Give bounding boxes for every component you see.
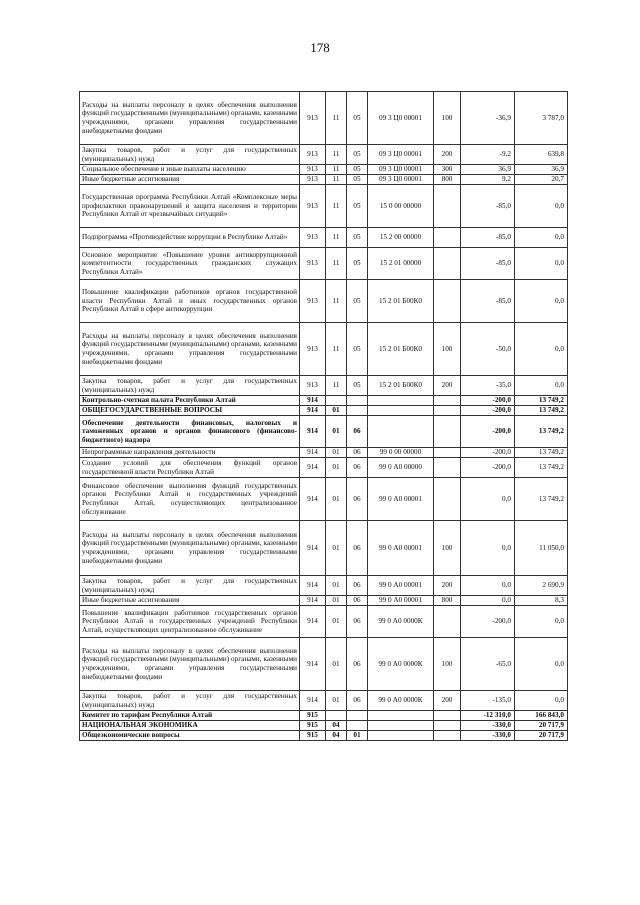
row-target-code: 09 3 Ц0 00001 bbox=[368, 92, 434, 145]
row-change-amount: -85,0 bbox=[461, 280, 515, 323]
row-name: Закупка товаров, работ и услуг для государственных (муниципальных) нужд bbox=[80, 376, 300, 396]
row-target-code bbox=[368, 406, 434, 416]
row-ministry: 914 bbox=[300, 406, 326, 416]
row-total-amount: 11 050,0 bbox=[515, 521, 568, 576]
row-target-code: 15 0 00 00000 bbox=[368, 185, 434, 228]
row-change-amount: -200,0 bbox=[461, 458, 515, 478]
row-change-amount: -200,0 bbox=[461, 396, 515, 406]
table-row bbox=[80, 323, 568, 376]
row-total-amount: 0,0 bbox=[515, 323, 568, 376]
row-ministry: 914 bbox=[300, 596, 326, 606]
row-name: Комитет по тарифам Республики Алтай bbox=[80, 711, 300, 721]
row-subsection: 05 bbox=[347, 228, 368, 248]
row-total-amount: 3 787,0 bbox=[515, 92, 568, 145]
table-row bbox=[80, 691, 568, 711]
row-subsection bbox=[347, 396, 368, 406]
row-change-amount: 0,0 bbox=[461, 596, 515, 606]
row-ministry: 915 bbox=[300, 721, 326, 731]
row-subsection: 06 bbox=[347, 458, 368, 478]
row-target-code: 99 0 А0 00001 bbox=[368, 521, 434, 576]
row-section: 11 bbox=[326, 92, 347, 145]
table-row bbox=[80, 376, 568, 396]
row-section: 01 bbox=[326, 638, 347, 691]
table-row bbox=[80, 458, 568, 478]
row-name: ОБЩЕГОСУДАРСТВЕННЫЕ ВОПРОСЫ bbox=[80, 406, 300, 416]
row-section: 11 bbox=[326, 175, 347, 185]
row-name: Расходы на выплаты персоналу в целях обеспечения выполнения функций государственными (муниципальными) органами, казенными учреждениями, органами управления государственными внебюджетными фондами bbox=[80, 323, 300, 376]
row-target-code: 99 0 00 00000 bbox=[368, 448, 434, 458]
table-row bbox=[80, 175, 568, 185]
row-expense-type: 200 bbox=[434, 691, 461, 711]
row-total-amount: 13 749,2 bbox=[515, 396, 568, 406]
row-expense-type: 100 bbox=[434, 323, 461, 376]
row-ministry: 913 bbox=[300, 376, 326, 396]
row-name: Повышение квалификации работников органов государственной власти Республики Алтай и иных государственных органов Республики Алтай в сфере антикоррупции bbox=[80, 280, 300, 323]
row-name: Закупка товаров, работ и услуг для государственных (муниципальных) нужд bbox=[80, 691, 300, 711]
row-section: 01 bbox=[326, 406, 347, 416]
row-ministry: 913 bbox=[300, 175, 326, 185]
row-total-amount: 2 690,9 bbox=[515, 576, 568, 596]
row-total-amount: 13 749,2 bbox=[515, 478, 568, 521]
row-total-amount: 13 749,2 bbox=[515, 448, 568, 458]
row-name: Непрограммные направления деятельности bbox=[80, 448, 300, 458]
row-total-amount: 8,3 bbox=[515, 596, 568, 606]
row-expense-type bbox=[434, 606, 461, 638]
table-row bbox=[80, 165, 568, 175]
table-row bbox=[80, 448, 568, 458]
row-name: Обеспечение деятельности финансовых, налоговых и таможенных органов и органов финансового (финансово-бюджетного) надзора bbox=[80, 416, 300, 448]
row-section: 11 bbox=[326, 185, 347, 228]
row-expense-type: 300 bbox=[434, 165, 461, 175]
row-expense-type bbox=[434, 280, 461, 323]
row-change-amount: 0,0 bbox=[461, 521, 515, 576]
row-subsection: 06 bbox=[347, 606, 368, 638]
row-ministry: 913 bbox=[300, 228, 326, 248]
row-ministry: 914 bbox=[300, 458, 326, 478]
row-ministry: 913 bbox=[300, 323, 326, 376]
row-subsection: 06 bbox=[347, 416, 368, 448]
row-total-amount: 0,0 bbox=[515, 638, 568, 691]
row-total-amount: 0,0 bbox=[515, 185, 568, 228]
row-subsection: 05 bbox=[347, 175, 368, 185]
row-subsection bbox=[347, 406, 368, 416]
row-subsection: 06 bbox=[347, 638, 368, 691]
row-ministry: 914 bbox=[300, 606, 326, 638]
row-subsection: 06 bbox=[347, 691, 368, 711]
row-section: 01 bbox=[326, 596, 347, 606]
row-name: Создание условий для обеспечения функций органов государственной власти Республики Алтай bbox=[80, 458, 300, 478]
row-target-code bbox=[368, 711, 434, 721]
row-expense-type: 200 bbox=[434, 145, 461, 165]
table-row bbox=[80, 521, 568, 576]
row-expense-type bbox=[434, 406, 461, 416]
row-total-amount: 20,7 bbox=[515, 175, 568, 185]
table-row bbox=[80, 731, 568, 741]
row-subsection: 06 bbox=[347, 478, 368, 521]
row-subsection: 05 bbox=[347, 92, 368, 145]
table-row bbox=[80, 228, 568, 248]
row-total-amount: 0,0 bbox=[515, 248, 568, 280]
row-change-amount: 36,9 bbox=[461, 165, 515, 175]
row-target-code: 99 0 А0 0000К bbox=[368, 691, 434, 711]
row-target-code: 09 3 Ц0 00001 bbox=[368, 145, 434, 165]
row-name: Основное мероприятие «Повышение уровня антикоррупционной компетентности государственных гражданских служащих Республики Алтай» bbox=[80, 248, 300, 280]
row-change-amount: -85,0 bbox=[461, 248, 515, 280]
row-subsection: 01 bbox=[347, 731, 368, 741]
table-row bbox=[80, 248, 568, 280]
row-target-code: 09 3 Ц0 00001 bbox=[368, 175, 434, 185]
row-change-amount: 9,2 bbox=[461, 175, 515, 185]
row-target-code bbox=[368, 731, 434, 741]
row-total-amount: 0,0 bbox=[515, 606, 568, 638]
row-change-amount: -85,0 bbox=[461, 228, 515, 248]
row-change-amount: -35,0 bbox=[461, 376, 515, 396]
row-ministry: 913 bbox=[300, 280, 326, 323]
row-section bbox=[326, 396, 347, 406]
row-expense-type: 800 bbox=[434, 175, 461, 185]
row-ministry: 913 bbox=[300, 92, 326, 145]
table-row bbox=[80, 280, 568, 323]
row-section: 01 bbox=[326, 691, 347, 711]
row-expense-type bbox=[434, 185, 461, 228]
table-row bbox=[80, 92, 568, 145]
table-row bbox=[80, 638, 568, 691]
table-row bbox=[80, 416, 568, 448]
table-row bbox=[80, 478, 568, 521]
row-target-code: 15 2 01 Б00К0 bbox=[368, 280, 434, 323]
row-name: Подпрограмма «Противодействие коррупции в Республике Алтай» bbox=[80, 228, 300, 248]
row-target-code: 99 0 А0 0000К bbox=[368, 606, 434, 638]
row-expense-type bbox=[434, 228, 461, 248]
row-subsection: 06 bbox=[347, 576, 368, 596]
row-target-code bbox=[368, 396, 434, 406]
row-total-amount: 0,0 bbox=[515, 376, 568, 396]
row-change-amount: -135,0 bbox=[461, 691, 515, 711]
row-target-code: 99 0 А0 00001 bbox=[368, 478, 434, 521]
row-name: Иные бюджетные ассигнования bbox=[80, 596, 300, 606]
row-change-amount: -200,0 bbox=[461, 448, 515, 458]
row-section: 01 bbox=[326, 606, 347, 638]
row-expense-type: 800 bbox=[434, 596, 461, 606]
row-expense-type: 100 bbox=[434, 521, 461, 576]
row-section: 01 bbox=[326, 478, 347, 521]
row-ministry: 914 bbox=[300, 521, 326, 576]
row-ministry: 914 bbox=[300, 691, 326, 711]
row-subsection: 05 bbox=[347, 165, 368, 175]
row-change-amount: -50,0 bbox=[461, 323, 515, 376]
row-section: 11 bbox=[326, 145, 347, 165]
row-ministry: 914 bbox=[300, 448, 326, 458]
table-row bbox=[80, 711, 568, 721]
row-section: 01 bbox=[326, 448, 347, 458]
budget-table-body bbox=[80, 92, 568, 741]
row-change-amount: -36,9 bbox=[461, 92, 515, 145]
row-target-code: 99 0 А0 00001 bbox=[368, 576, 434, 596]
row-total-amount: 20 717,9 bbox=[515, 731, 568, 741]
row-total-amount: 0,0 bbox=[515, 280, 568, 323]
row-expense-type: 100 bbox=[434, 92, 461, 145]
row-change-amount: 0,0 bbox=[461, 576, 515, 596]
table-row bbox=[80, 606, 568, 638]
row-change-amount: -330,0 bbox=[461, 721, 515, 731]
row-change-amount: -9,2 bbox=[461, 145, 515, 165]
row-subsection: 05 bbox=[347, 145, 368, 165]
row-expense-type: 100 bbox=[434, 638, 461, 691]
row-section: 11 bbox=[326, 376, 347, 396]
row-section: 11 bbox=[326, 165, 347, 175]
row-section: 11 bbox=[326, 323, 347, 376]
row-subsection: 05 bbox=[347, 185, 368, 228]
table-row bbox=[80, 721, 568, 731]
row-name: Расходы на выплаты персоналу в целях обеспечения выполнения функций государственными (муниципальными) органами, казенными учреждениями, органами управления государственными внебюджетными фондами bbox=[80, 521, 300, 576]
row-ministry: 914 bbox=[300, 576, 326, 596]
row-name: Закупка товаров, работ и услуг для государственных (муниципальных) нужд bbox=[80, 145, 300, 165]
row-expense-type bbox=[434, 458, 461, 478]
row-ministry: 915 bbox=[300, 711, 326, 721]
row-name: Повышение квалификации работников государственных органов Республики Алтай и государственных учреждений Республики Алтай, осуществляющих централизованное обслуживание bbox=[80, 606, 300, 638]
row-name: Расходы на выплаты персоналу в целях обеспечения выполнения функций государственными (муниципальными) органами, казенными учреждениями, органами управления государственными внебюджетными фондами bbox=[80, 638, 300, 691]
row-total-amount: 13 749,2 bbox=[515, 416, 568, 448]
table-row bbox=[80, 396, 568, 406]
budget-table bbox=[79, 91, 568, 741]
row-total-amount: 13 749,2 bbox=[515, 458, 568, 478]
row-section: 01 bbox=[326, 458, 347, 478]
row-total-amount: 0,0 bbox=[515, 228, 568, 248]
row-subsection: 05 bbox=[347, 248, 368, 280]
row-target-code: 09 3 Ц0 00001 bbox=[368, 165, 434, 175]
row-expense-type bbox=[434, 711, 461, 721]
row-expense-type bbox=[434, 396, 461, 406]
row-name: Иные бюджетные ассигнования bbox=[80, 175, 300, 185]
row-total-amount: 20 717,9 bbox=[515, 721, 568, 731]
row-subsection: 05 bbox=[347, 376, 368, 396]
row-target-code: 15 2 01 Б00К0 bbox=[368, 323, 434, 376]
row-target-code bbox=[368, 721, 434, 731]
row-ministry: 913 bbox=[300, 248, 326, 280]
page-number: 178 bbox=[310, 40, 330, 55]
row-change-amount: -12 310,0 bbox=[461, 711, 515, 721]
table-row bbox=[80, 596, 568, 606]
row-name: Общеэкономические вопросы bbox=[80, 731, 300, 741]
row-ministry: 914 bbox=[300, 638, 326, 691]
row-name: НАЦИОНАЛЬНАЯ ЭКОНОМИКА bbox=[80, 721, 300, 731]
row-total-amount: 166 843,0 bbox=[515, 711, 568, 721]
row-section: 01 bbox=[326, 576, 347, 596]
row-subsection bbox=[347, 711, 368, 721]
row-section: 04 bbox=[326, 721, 347, 731]
row-name: Контрольно-счетная палата Республики Алтай bbox=[80, 396, 300, 406]
row-total-amount: 639,8 bbox=[515, 145, 568, 165]
row-expense-type: 200 bbox=[434, 576, 461, 596]
row-ministry: 913 bbox=[300, 145, 326, 165]
row-ministry: 914 bbox=[300, 416, 326, 448]
row-ministry: 914 bbox=[300, 478, 326, 521]
row-expense-type bbox=[434, 248, 461, 280]
row-ministry: 914 bbox=[300, 396, 326, 406]
row-change-amount: -65,0 bbox=[461, 638, 515, 691]
row-name: Закупка товаров, работ и услуг для государственных (муниципальных) нужд bbox=[80, 576, 300, 596]
row-expense-type bbox=[434, 721, 461, 731]
row-target-code: 99 0 А0 00001 bbox=[368, 596, 434, 606]
row-subsection: 06 bbox=[347, 521, 368, 576]
row-name: Финансовое обеспечение выполнения функций государственных органов Республики Алтай и государственных учреждений Республики Алтай, осуществляющих централизованное обслуживание bbox=[80, 478, 300, 521]
row-change-amount: -200,0 bbox=[461, 416, 515, 448]
row-change-amount: -200,0 bbox=[461, 606, 515, 638]
row-ministry: 915 bbox=[300, 731, 326, 741]
table-row bbox=[80, 145, 568, 165]
row-total-amount: 0,0 bbox=[515, 691, 568, 711]
row-total-amount: 36,9 bbox=[515, 165, 568, 175]
table-row bbox=[80, 576, 568, 596]
row-expense-type bbox=[434, 731, 461, 741]
row-subsection: 06 bbox=[347, 448, 368, 458]
row-change-amount: 0,0 bbox=[461, 478, 515, 521]
row-section: 01 bbox=[326, 521, 347, 576]
row-change-amount: -330,0 bbox=[461, 731, 515, 741]
row-target-code: 99 0 А0 0000К bbox=[368, 638, 434, 691]
table-row bbox=[80, 185, 568, 228]
row-name: Социальное обеспечение и иные выплаты населению bbox=[80, 165, 300, 175]
row-section: 11 bbox=[326, 280, 347, 323]
table-row bbox=[80, 406, 568, 416]
row-subsection: 05 bbox=[347, 280, 368, 323]
row-ministry: 913 bbox=[300, 185, 326, 228]
row-section: 11 bbox=[326, 228, 347, 248]
row-name: Государственная программа Республики Алтай «Комплексные меры профилактики правонарушений и защита населения и территории Республики Алтай от чрезвычайных ситуаций» bbox=[80, 185, 300, 228]
row-total-amount: 13 749,2 bbox=[515, 406, 568, 416]
row-section: 04 bbox=[326, 731, 347, 741]
row-expense-type bbox=[434, 478, 461, 521]
row-expense-type: 200 bbox=[434, 376, 461, 396]
row-section: 11 bbox=[326, 248, 347, 280]
row-expense-type bbox=[434, 448, 461, 458]
row-change-amount: -200,0 bbox=[461, 406, 515, 416]
row-change-amount: -85,0 bbox=[461, 185, 515, 228]
row-target-code bbox=[368, 416, 434, 448]
row-expense-type bbox=[434, 416, 461, 448]
row-target-code: 15 2 01 Б00К0 bbox=[368, 376, 434, 396]
row-target-code: 15 2 00 00000 bbox=[368, 228, 434, 248]
row-ministry: 913 bbox=[300, 165, 326, 175]
row-subsection bbox=[347, 721, 368, 731]
row-subsection: 06 bbox=[347, 596, 368, 606]
row-target-code: 99 0 А0 00000 bbox=[368, 458, 434, 478]
row-name: Расходы на выплаты персоналу в целях обеспечения выполнения функций государственными (муниципальными) органами, казенными учреждениями, органами управления государственными внебюджетными фондами bbox=[80, 92, 300, 145]
row-section bbox=[326, 711, 347, 721]
row-subsection: 05 bbox=[347, 323, 368, 376]
row-section: 01 bbox=[326, 416, 347, 448]
row-target-code: 15 2 01 00000 bbox=[368, 248, 434, 280]
